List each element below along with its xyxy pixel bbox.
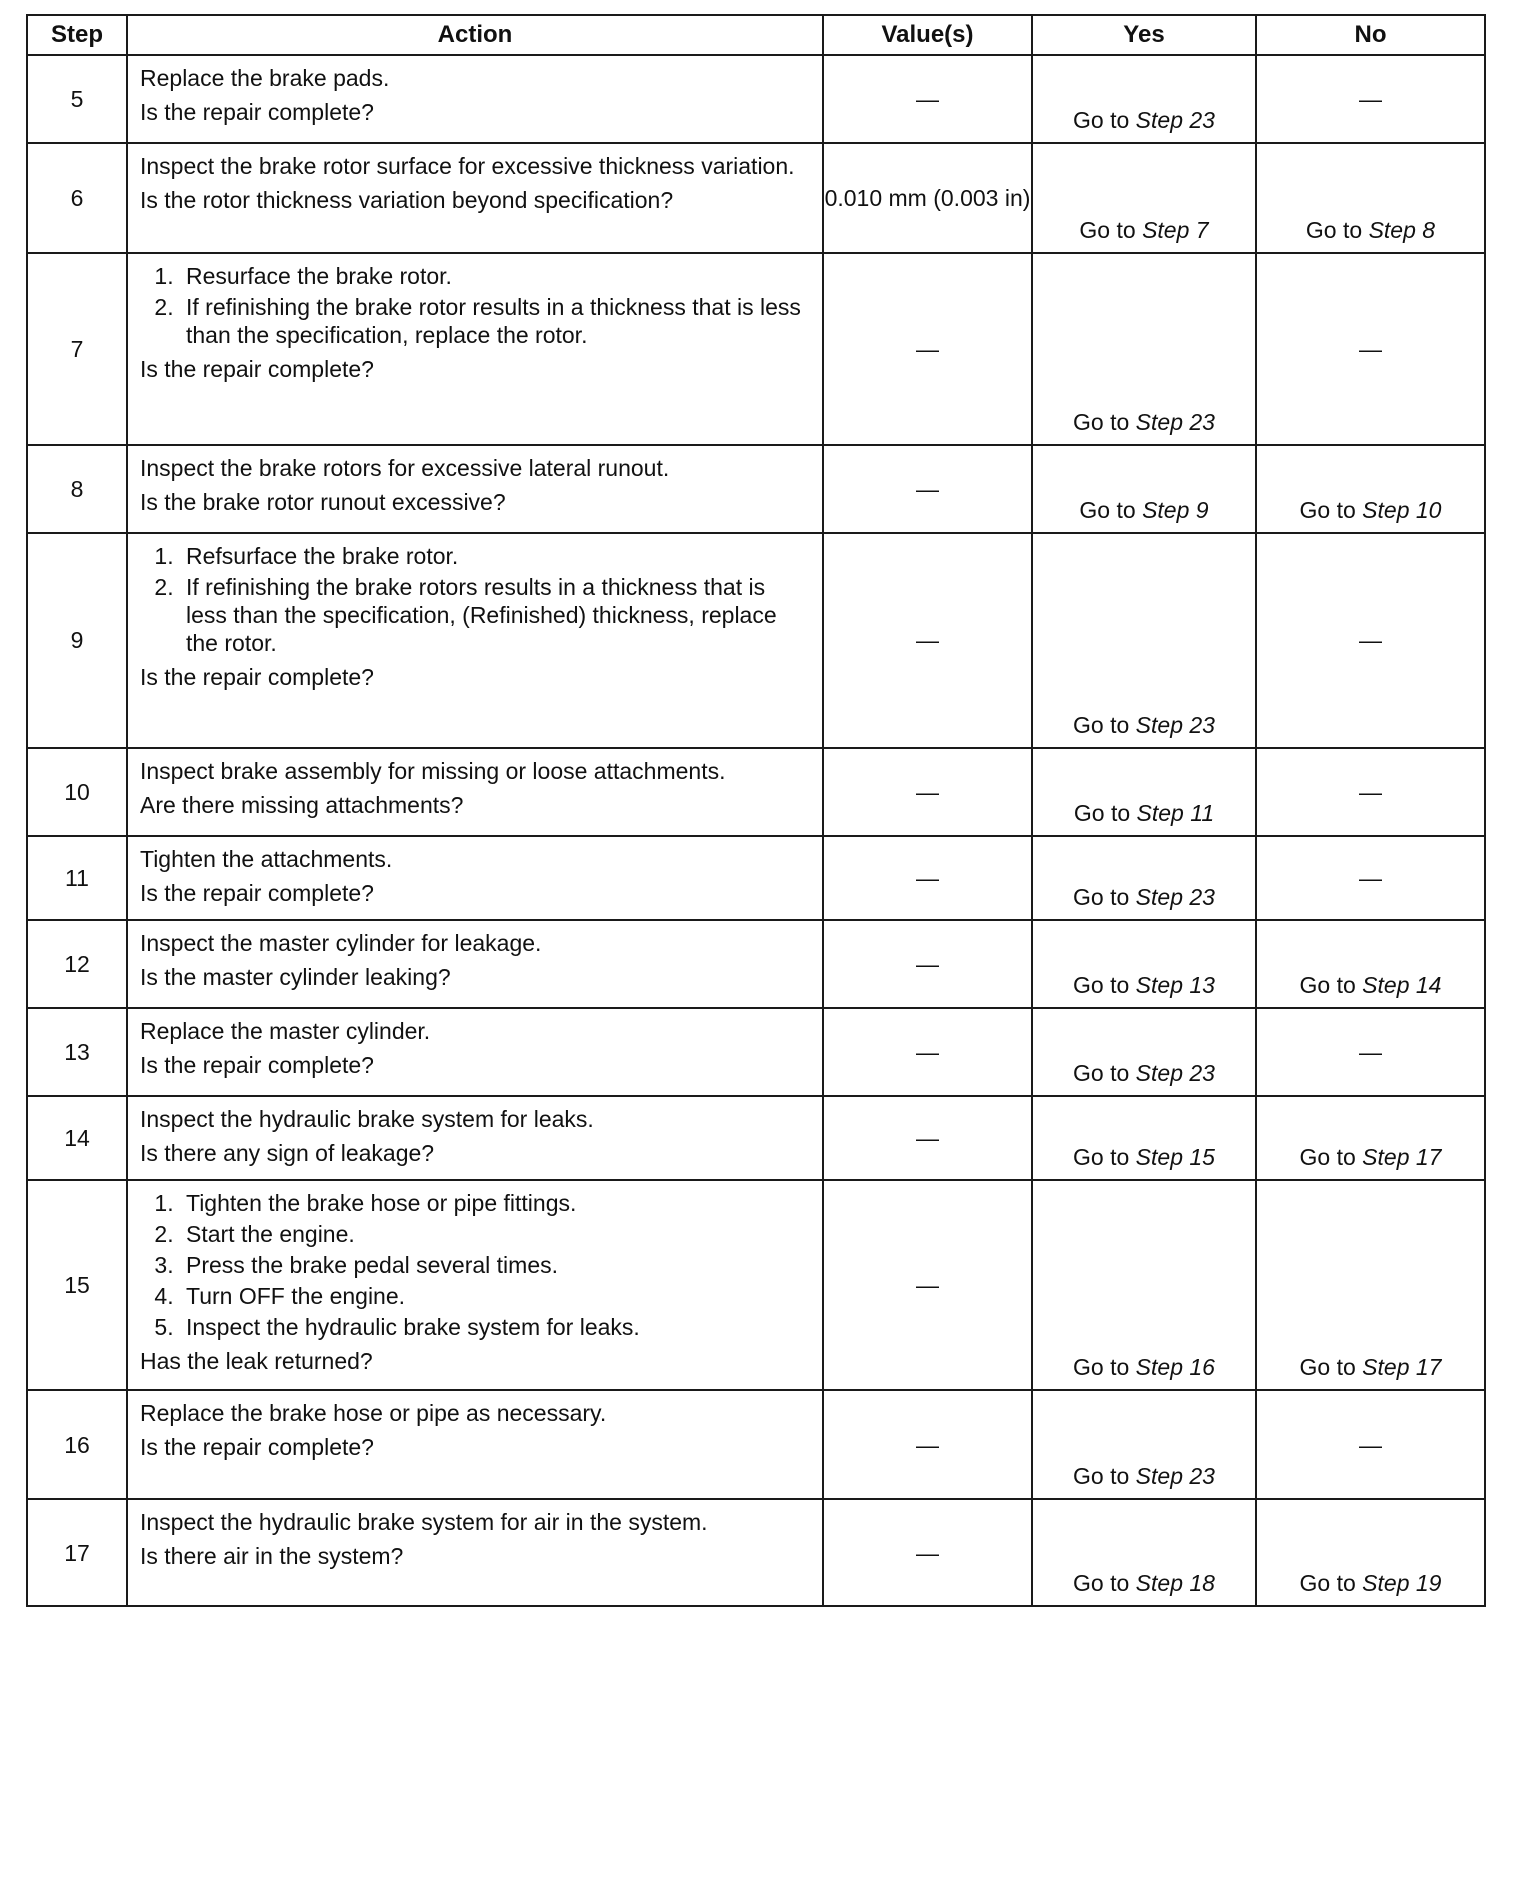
- no-cell: [1256, 445, 1485, 533]
- yes-goto-target: Step 23: [1135, 408, 1215, 435]
- action-cell: [127, 1499, 823, 1606]
- yes-goto-target: Step 16: [1135, 1354, 1215, 1381]
- no-cell: —: [1256, 1008, 1485, 1096]
- action-question: Is the repair complete?: [140, 356, 374, 383]
- no-goto-target: Step 19: [1362, 1570, 1442, 1597]
- yes-goto: Go to Step 23: [1073, 408, 1215, 435]
- action-text: Inspect the hydraulic brake system for air in the system.: [140, 1509, 708, 1536]
- no-cell: —: [1256, 253, 1485, 445]
- header-no: No: [1256, 15, 1485, 55]
- action-cell: [127, 836, 823, 920]
- action-list-item: 2. Start the engine.: [180, 1220, 812, 1248]
- value-cell: —: [823, 445, 1032, 533]
- no-cell: [1256, 143, 1485, 253]
- step-number: 17: [27, 1499, 127, 1606]
- yes-goto: Go to Step 23: [1073, 1060, 1215, 1087]
- action-cell: [127, 920, 823, 1008]
- table-row: [27, 1008, 1485, 1096]
- table-row: [27, 143, 1485, 253]
- yes-goto-target: Step 15: [1135, 1144, 1215, 1171]
- header-action: Action: [127, 15, 823, 55]
- yes-goto: Go to Step 7: [1079, 216, 1209, 243]
- yes-cell: [1032, 1499, 1256, 1606]
- action-list-item: 2. If refinishing the brake rotors results in a thickness that is less than the specification, (Refinished) thickness, replace the rotor.: [180, 573, 812, 657]
- table-row: [27, 748, 1485, 836]
- no-cell: —: [1256, 55, 1485, 143]
- no-cell: [1256, 1180, 1485, 1390]
- action-text: Replace the master cylinder.: [140, 1018, 431, 1045]
- action-question: Is the repair complete?: [140, 880, 374, 907]
- no-goto: Go to Step 10: [1299, 496, 1442, 523]
- yes-goto: Go to Step 9: [1079, 496, 1209, 523]
- no-cell: —: [1256, 533, 1485, 748]
- step-number: 7: [27, 253, 127, 445]
- value-cell: —: [823, 1008, 1032, 1096]
- action-text: Inspect the hydraulic brake system for leaks.: [140, 1106, 594, 1133]
- value-cell: —: [823, 533, 1032, 748]
- table-row: [27, 253, 1485, 445]
- table-row: [27, 55, 1485, 143]
- header-values: Value(s): [823, 15, 1032, 55]
- step-number: 6: [27, 143, 127, 253]
- action-list: [140, 1189, 812, 1341]
- yes-goto: Go to Step 13: [1073, 972, 1215, 999]
- yes-goto: Go to Step 16: [1073, 1354, 1215, 1381]
- no-goto: Go to Step 8: [1305, 216, 1436, 243]
- step-number: 15: [27, 1180, 127, 1390]
- yes-cell: [1032, 143, 1256, 253]
- yes-cell: [1032, 748, 1256, 836]
- action-cell: [127, 445, 823, 533]
- action-text: Replace the brake pads.: [140, 65, 390, 91]
- step-number: 16: [27, 1390, 127, 1499]
- no-cell: —: [1256, 748, 1485, 836]
- yes-cell: [1032, 253, 1256, 445]
- action-cell: [127, 533, 823, 748]
- action-question: Is the repair complete?: [140, 664, 374, 691]
- yes-goto-target: Step 23: [1135, 106, 1215, 133]
- yes-goto-target: Step 13: [1135, 972, 1215, 999]
- no-cell: [1256, 920, 1485, 1008]
- table-row: [27, 1096, 1485, 1180]
- no-goto-target: Step 17: [1362, 1354, 1442, 1381]
- action-list-item: 1. Refsurface the brake rotor.: [180, 542, 812, 570]
- value-cell: —: [823, 1096, 1032, 1180]
- action-text: Inspect brake assembly for missing or loose attachments.: [140, 758, 726, 784]
- header-yes: Yes: [1032, 15, 1256, 55]
- yes-goto: Go to Step 23: [1073, 1463, 1215, 1490]
- action-cell: [127, 1008, 823, 1096]
- action-list: [140, 542, 812, 657]
- action-list: [140, 262, 812, 349]
- table-row: [27, 836, 1485, 920]
- yes-cell: [1032, 445, 1256, 533]
- action-cell: [127, 1180, 823, 1390]
- action-text: Inspect the brake rotor surface for excessive thickness variation.: [140, 153, 795, 179]
- table-row: [27, 445, 1485, 533]
- yes-cell: [1032, 1390, 1256, 1499]
- table-row: [27, 1499, 1485, 1606]
- no-goto: Go to Step 19: [1299, 1570, 1442, 1597]
- no-cell: [1256, 1499, 1485, 1606]
- action-list-item: 2. If refinishing the brake rotor results in a thickness that is less than the specification, replace the rotor.: [180, 293, 812, 349]
- action-cell: [127, 253, 823, 445]
- no-goto: Go to Step 17: [1299, 1354, 1442, 1381]
- step-number: 10: [27, 748, 127, 836]
- step-number: 8: [27, 445, 127, 533]
- table-row: [27, 920, 1485, 1008]
- no-goto: Go to Step 17: [1299, 1144, 1442, 1171]
- header-step: Step: [27, 15, 127, 55]
- action-question: Are there missing attachments?: [140, 792, 464, 819]
- yes-goto-target: Step 9: [1142, 496, 1209, 523]
- no-goto-target: Step 14: [1362, 972, 1442, 999]
- yes-goto-target: Step 23: [1135, 1060, 1215, 1087]
- no-goto-target: Step 8: [1368, 216, 1436, 243]
- yes-cell: [1032, 1096, 1256, 1180]
- yes-cell: [1032, 1008, 1256, 1096]
- action-list-item: 1. Resurface the brake rotor.: [180, 262, 812, 290]
- step-number: 13: [27, 1008, 127, 1096]
- yes-cell: [1032, 55, 1256, 143]
- action-question: Has the leak returned?: [140, 1348, 373, 1375]
- step-number: 14: [27, 1096, 127, 1180]
- table-row: [27, 1180, 1485, 1390]
- diagnostic-table: [26, 14, 1486, 1607]
- table-row: [27, 1390, 1485, 1499]
- value-cell: —: [823, 836, 1032, 920]
- no-cell: [1256, 1096, 1485, 1180]
- action-cell: [127, 143, 823, 253]
- no-goto: Go to Step 14: [1299, 972, 1442, 999]
- table-body: [27, 55, 1485, 1606]
- action-cell: [127, 55, 823, 143]
- value-cell: 0.010 mm (0.003 in): [823, 143, 1032, 253]
- yes-goto-target: Step 7: [1142, 216, 1209, 243]
- yes-goto-target: Step 11: [1136, 799, 1215, 826]
- value-cell: —: [823, 1180, 1032, 1390]
- yes-goto: Go to Step 15: [1073, 1144, 1215, 1171]
- action-text: Tighten the attachments.: [140, 846, 393, 872]
- step-number: 9: [27, 533, 127, 748]
- action-question: Is the repair complete?: [140, 1434, 374, 1461]
- yes-cell: [1032, 920, 1256, 1008]
- yes-cell: [1032, 1180, 1256, 1390]
- yes-goto: Go to Step 18: [1073, 1570, 1215, 1597]
- action-cell: [127, 748, 823, 836]
- action-question: Is the repair complete?: [140, 1052, 374, 1079]
- yes-goto: Go to Step 23: [1073, 711, 1215, 738]
- yes-goto: Go to Step 23: [1073, 106, 1215, 133]
- value-cell: —: [823, 1499, 1032, 1606]
- no-goto-target: Step 10: [1362, 496, 1442, 523]
- action-list-item: 4. Turn OFF the engine.: [180, 1282, 812, 1310]
- action-list-item: 5. Inspect the hydraulic brake system for leaks.: [180, 1313, 812, 1341]
- action-text: Replace the brake hose or pipe as necessary.: [140, 1400, 607, 1427]
- yes-goto-target: Step 18: [1135, 1570, 1215, 1597]
- action-list-item: 3. Press the brake pedal several times.: [180, 1251, 812, 1279]
- yes-goto: Go to Step 11: [1073, 799, 1215, 826]
- action-text: Inspect the master cylinder for leakage.: [140, 930, 542, 957]
- value-cell: —: [823, 748, 1032, 836]
- action-cell: [127, 1390, 823, 1499]
- no-cell: —: [1256, 1390, 1485, 1499]
- no-cell: —: [1256, 836, 1485, 920]
- value-cell: —: [823, 920, 1032, 1008]
- table-row: [27, 533, 1485, 748]
- value-cell: —: [823, 1390, 1032, 1499]
- value-cell: —: [823, 253, 1032, 445]
- yes-goto: Go to Step 23: [1073, 884, 1215, 911]
- action-question: Is the repair complete?: [140, 99, 374, 126]
- yes-cell: [1032, 533, 1256, 748]
- action-list-item: 1. Tighten the brake hose or pipe fittings.: [180, 1189, 812, 1217]
- action-question: Is there any sign of leakage?: [140, 1140, 435, 1167]
- action-text: Inspect the brake rotors for excessive lateral runout.: [140, 455, 670, 481]
- no-goto-target: Step 17: [1362, 1144, 1442, 1171]
- action-question: Is there air in the system?: [140, 1543, 404, 1570]
- header-row: [27, 15, 1485, 55]
- value-cell: —: [823, 55, 1032, 143]
- action-question: Is the brake rotor runout excessive?: [140, 489, 506, 516]
- yes-goto-target: Step 23: [1135, 711, 1215, 738]
- yes-cell: [1032, 836, 1256, 920]
- action-cell: [127, 1096, 823, 1180]
- step-number: 5: [27, 55, 127, 143]
- action-question: Is the rotor thickness variation beyond specification?: [140, 187, 674, 214]
- step-number: 11: [27, 836, 127, 920]
- action-question: Is the master cylinder leaking?: [140, 964, 451, 991]
- step-number: 12: [27, 920, 127, 1008]
- yes-goto-target: Step 23: [1135, 1463, 1215, 1490]
- yes-goto-target: Step 23: [1135, 884, 1215, 911]
